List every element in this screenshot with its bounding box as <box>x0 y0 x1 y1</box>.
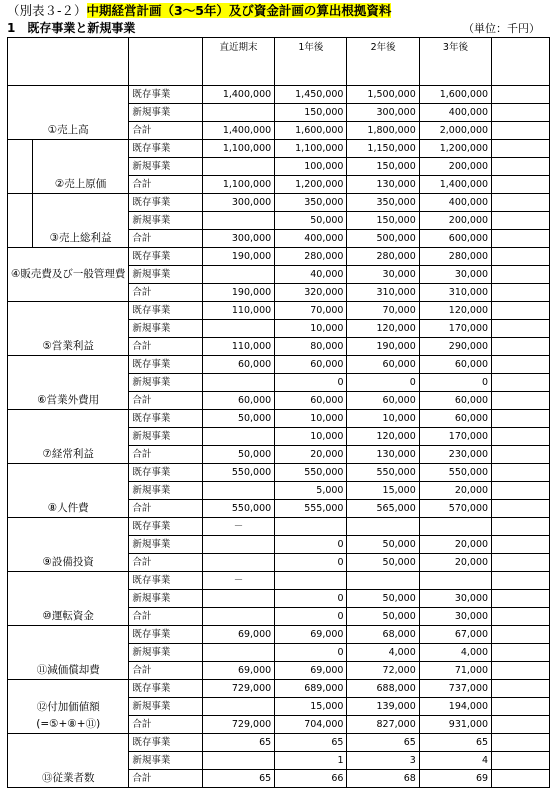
row-type-label: 合計 <box>129 284 202 302</box>
value-cell: 0 <box>275 554 347 572</box>
row-type-label: 既存事業 <box>129 680 202 698</box>
header-col-3: 3年後 <box>419 38 491 86</box>
value-cell: 310,000 <box>419 284 491 302</box>
value-cell: 70,000 <box>275 302 347 320</box>
value-cell: 194,000 <box>419 698 491 716</box>
value-cell: 400,000 <box>419 194 491 212</box>
row-type-label: 新規事業 <box>129 536 202 554</box>
table-row <box>8 518 550 536</box>
unit-label: （単位：千円） <box>463 22 540 35</box>
category-label: ①売上高 <box>8 86 129 140</box>
row-type-label: 合計 <box>129 230 202 248</box>
value-cell: 555,000 <box>275 500 347 518</box>
header-col-1: 1年後 <box>275 38 347 86</box>
value-cell: 69 <box>419 770 491 788</box>
empty-cell <box>492 500 550 518</box>
value-cell: 0 <box>275 374 347 392</box>
empty-cell <box>492 482 550 500</box>
value-cell: 130,000 <box>347 446 419 464</box>
table-row <box>8 626 550 644</box>
value-cell: 60,000 <box>202 392 274 410</box>
value-cell: 120,000 <box>347 428 419 446</box>
value-cell: 10,000 <box>275 410 347 428</box>
indent-cell <box>8 194 33 248</box>
table-row <box>8 572 550 590</box>
value-cell: 350,000 <box>347 194 419 212</box>
value-cell: 60,000 <box>347 392 419 410</box>
value-cell: 931,000 <box>419 716 491 734</box>
value-cell: 15,000 <box>347 482 419 500</box>
category-label-line: ⑫付加価値額 <box>36 701 100 713</box>
category-label: ⑥営業外費用 <box>8 356 129 410</box>
value-cell: 565,000 <box>347 500 419 518</box>
value-cell: 1,200,000 <box>419 140 491 158</box>
category-label: ⑤営業利益 <box>8 302 129 356</box>
empty-cell <box>492 608 550 626</box>
value-cell: 72,000 <box>347 662 419 680</box>
row-type-label: 新規事業 <box>129 590 202 608</box>
empty-cell <box>492 698 550 716</box>
value-cell: 120,000 <box>419 302 491 320</box>
value-cell: 65 <box>275 734 347 752</box>
row-type-label: 新規事業 <box>129 320 202 338</box>
value-cell: 689,000 <box>275 680 347 698</box>
value-cell: 2,000,000 <box>419 122 491 140</box>
row-type-label: 既存事業 <box>129 140 202 158</box>
value-cell: 170,000 <box>419 320 491 338</box>
value-cell: 1,100,000 <box>275 140 347 158</box>
row-type-label: 合計 <box>129 716 202 734</box>
value-cell: 3 <box>347 752 419 770</box>
section-heading-row <box>7 20 540 37</box>
value-cell <box>202 104 274 122</box>
row-type-label: 既存事業 <box>129 572 202 590</box>
row-type-label: 新規事業 <box>129 698 202 716</box>
row-type-label: 新規事業 <box>129 266 202 284</box>
empty-cell <box>492 572 550 590</box>
value-cell: 50,000 <box>275 212 347 230</box>
value-cell: 70,000 <box>347 302 419 320</box>
empty-cell <box>492 176 550 194</box>
value-cell <box>347 572 419 590</box>
value-cell: 300,000 <box>202 194 274 212</box>
value-cell: 65 <box>202 734 274 752</box>
category-label: ⑪減価償却費 <box>8 626 129 680</box>
value-cell: 737,000 <box>419 680 491 698</box>
header-col-0: 直近期末 <box>202 38 274 86</box>
value-cell: 20,000 <box>419 536 491 554</box>
value-cell: 688,000 <box>347 680 419 698</box>
empty-cell <box>492 104 550 122</box>
row-type-label: 既存事業 <box>129 194 202 212</box>
row-type-label: 新規事業 <box>129 644 202 662</box>
empty-cell <box>492 284 550 302</box>
value-cell: 0 <box>275 644 347 662</box>
value-cell: 190,000 <box>202 248 274 266</box>
empty-cell <box>492 212 550 230</box>
empty-cell <box>492 410 550 428</box>
value-cell: 60,000 <box>347 356 419 374</box>
value-cell: 68 <box>347 770 419 788</box>
value-cell: 50,000 <box>202 446 274 464</box>
row-type-label: 既存事業 <box>129 518 202 536</box>
category-label: ⑬従業者数 <box>8 734 129 788</box>
empty-cell <box>492 554 550 572</box>
table-row <box>8 302 550 320</box>
value-cell: 20,000 <box>419 554 491 572</box>
table-row <box>8 410 550 428</box>
category-label: ⑩運転資金 <box>8 572 129 626</box>
value-cell: 60,000 <box>419 392 491 410</box>
empty-cell <box>492 302 550 320</box>
value-cell: 0 <box>347 374 419 392</box>
value-cell: 1,200,000 <box>275 176 347 194</box>
value-cell <box>202 266 274 284</box>
value-cell: 130,000 <box>347 176 419 194</box>
value-cell: 68,000 <box>347 626 419 644</box>
value-cell: 729,000 <box>202 716 274 734</box>
category-label: ⑧人件費 <box>8 464 129 518</box>
value-cell: 66 <box>275 770 347 788</box>
row-type-label: 新規事業 <box>129 752 202 770</box>
row-type-label: 合計 <box>129 662 202 680</box>
category-label: ⑨設備投資 <box>8 518 129 572</box>
value-cell: 71,000 <box>419 662 491 680</box>
empty-cell <box>492 518 550 536</box>
row-type-label: 既存事業 <box>129 626 202 644</box>
value-cell: 150,000 <box>347 212 419 230</box>
value-cell: 729,000 <box>202 680 274 698</box>
value-cell: 120,000 <box>347 320 419 338</box>
value-cell <box>202 752 274 770</box>
empty-cell <box>492 374 550 392</box>
empty-cell <box>492 248 550 266</box>
table-row <box>8 680 550 698</box>
value-cell: 550,000 <box>419 464 491 482</box>
value-cell: 1,800,000 <box>347 122 419 140</box>
value-cell: 1 <box>275 752 347 770</box>
value-cell: 350,000 <box>275 194 347 212</box>
value-cell <box>202 554 274 572</box>
value-cell: 1,450,000 <box>275 86 347 104</box>
value-cell <box>347 518 419 536</box>
row-type-label: 新規事業 <box>129 428 202 446</box>
category-label: ⑦経常利益 <box>8 410 129 464</box>
value-cell <box>275 518 347 536</box>
value-cell <box>202 608 274 626</box>
empty-cell <box>492 320 550 338</box>
value-cell: 4 <box>419 752 491 770</box>
value-cell: 40,000 <box>275 266 347 284</box>
value-cell <box>202 158 274 176</box>
value-cell: 400,000 <box>419 104 491 122</box>
empty-cell <box>492 716 550 734</box>
value-cell: 69,000 <box>275 626 347 644</box>
value-cell: 30,000 <box>419 608 491 626</box>
table-row <box>8 356 550 374</box>
value-cell: 280,000 <box>275 248 347 266</box>
value-cell: 550,000 <box>202 500 274 518</box>
value-cell: 5,000 <box>275 482 347 500</box>
header-blank-type <box>129 38 202 86</box>
value-cell: 69,000 <box>275 662 347 680</box>
value-cell: 570,000 <box>419 500 491 518</box>
section-heading: 1 既存事業と新規事業 <box>7 21 136 35</box>
row-type-label: 新規事業 <box>129 482 202 500</box>
empty-cell <box>492 428 550 446</box>
row-type-label: 合計 <box>129 338 202 356</box>
value-cell: 4,000 <box>419 644 491 662</box>
value-cell: 67,000 <box>419 626 491 644</box>
table-row <box>8 86 550 104</box>
value-cell: 65 <box>419 734 491 752</box>
value-cell: 80,000 <box>275 338 347 356</box>
value-cell <box>202 698 274 716</box>
table-row <box>8 734 550 752</box>
row-type-label: 既存事業 <box>129 410 202 428</box>
row-type-label: 合計 <box>129 770 202 788</box>
value-cell: 20,000 <box>275 446 347 464</box>
row-type-label: 合計 <box>129 392 202 410</box>
row-type-label: 既存事業 <box>129 86 202 104</box>
value-cell: 300,000 <box>347 104 419 122</box>
value-cell: 60,000 <box>202 356 274 374</box>
value-cell <box>202 374 274 392</box>
table-row <box>8 248 550 266</box>
value-cell: 150,000 <box>275 104 347 122</box>
value-cell: 65 <box>202 770 274 788</box>
value-cell: 400,000 <box>275 230 347 248</box>
header-row <box>8 38 550 86</box>
value-cell: 15,000 <box>275 698 347 716</box>
empty-cell <box>492 266 550 284</box>
value-cell: 50,000 <box>347 608 419 626</box>
value-cell: 190,000 <box>202 284 274 302</box>
empty-cell <box>492 338 550 356</box>
category-label <box>8 680 129 734</box>
value-cell: 230,000 <box>419 446 491 464</box>
value-cell: 704,000 <box>275 716 347 734</box>
value-cell: 0 <box>275 536 347 554</box>
row-type-label: 合計 <box>129 500 202 518</box>
value-cell: 69,000 <box>202 626 274 644</box>
header-blank-extra <box>492 38 550 86</box>
value-cell: 60,000 <box>275 356 347 374</box>
empty-cell <box>492 734 550 752</box>
value-cell: 280,000 <box>419 248 491 266</box>
value-cell: 320,000 <box>275 284 347 302</box>
empty-cell <box>492 122 550 140</box>
value-cell: 110,000 <box>202 302 274 320</box>
empty-cell <box>492 464 550 482</box>
empty-cell <box>492 680 550 698</box>
plan-table <box>7 37 550 788</box>
value-cell: 827,000 <box>347 716 419 734</box>
value-cell: 60,000 <box>419 356 491 374</box>
value-cell: 110,000 <box>202 338 274 356</box>
value-cell: 290,000 <box>419 338 491 356</box>
value-cell: 170,000 <box>419 428 491 446</box>
value-cell: 300,000 <box>202 230 274 248</box>
value-cell: 1,400,000 <box>202 86 274 104</box>
row-type-label: 既存事業 <box>129 464 202 482</box>
empty-cell <box>492 140 550 158</box>
empty-cell <box>492 230 550 248</box>
value-cell: 65 <box>347 734 419 752</box>
empty-cell <box>492 86 550 104</box>
value-cell: 1,500,000 <box>347 86 419 104</box>
row-type-label: 合計 <box>129 446 202 464</box>
value-cell: 30,000 <box>419 590 491 608</box>
value-cell: 1,600,000 <box>419 86 491 104</box>
empty-cell <box>492 752 550 770</box>
value-cell: 10,000 <box>275 320 347 338</box>
value-cell: 50,000 <box>347 590 419 608</box>
empty-cell <box>492 392 550 410</box>
empty-cell <box>492 626 550 644</box>
category-label: ②売上原価 <box>32 140 129 194</box>
value-cell: 550,000 <box>202 464 274 482</box>
value-cell <box>202 536 274 554</box>
row-type-label: 新規事業 <box>129 158 202 176</box>
header-blank-left <box>8 38 129 86</box>
value-cell: 30,000 <box>347 266 419 284</box>
empty-cell <box>492 158 550 176</box>
title-prefix: （別表３-２） <box>7 3 87 18</box>
empty-cell <box>492 536 550 554</box>
table-row <box>8 464 550 482</box>
value-cell: 30,000 <box>419 266 491 284</box>
value-cell <box>202 590 274 608</box>
value-cell: 1,100,000 <box>202 176 274 194</box>
row-type-label: 合計 <box>129 122 202 140</box>
empty-cell <box>492 590 550 608</box>
value-cell: 1,600,000 <box>275 122 347 140</box>
indent-cell <box>8 140 33 194</box>
empty-cell <box>492 194 550 212</box>
value-cell <box>419 572 491 590</box>
value-cell: 10,000 <box>347 410 419 428</box>
value-cell <box>202 428 274 446</box>
value-cell: － <box>202 572 274 590</box>
row-type-label: 新規事業 <box>129 212 202 230</box>
value-cell: 550,000 <box>275 464 347 482</box>
row-type-label: 新規事業 <box>129 104 202 122</box>
row-type-label: 既存事業 <box>129 734 202 752</box>
row-type-label: 既存事業 <box>129 356 202 374</box>
value-cell: 50,000 <box>347 536 419 554</box>
value-cell: 100,000 <box>275 158 347 176</box>
row-type-label: 新規事業 <box>129 374 202 392</box>
value-cell: 200,000 <box>419 212 491 230</box>
value-cell: 190,000 <box>347 338 419 356</box>
value-cell: 50,000 <box>347 554 419 572</box>
value-cell <box>202 212 274 230</box>
value-cell: 4,000 <box>347 644 419 662</box>
row-type-label: 合計 <box>129 176 202 194</box>
value-cell: 69,000 <box>202 662 274 680</box>
value-cell: 200,000 <box>419 158 491 176</box>
value-cell <box>275 572 347 590</box>
row-type-label: 既存事業 <box>129 248 202 266</box>
category-label: ③売上総利益 <box>32 194 129 248</box>
table-row <box>8 140 550 158</box>
value-cell: 20,000 <box>419 482 491 500</box>
value-cell: 310,000 <box>347 284 419 302</box>
value-cell: 60,000 <box>275 392 347 410</box>
empty-cell <box>492 356 550 374</box>
value-cell: 600,000 <box>419 230 491 248</box>
table-row <box>8 194 550 212</box>
empty-cell <box>492 662 550 680</box>
value-cell: 1,100,000 <box>202 140 274 158</box>
value-cell: 150,000 <box>347 158 419 176</box>
value-cell: 139,000 <box>347 698 419 716</box>
header-col-2: 2年後 <box>347 38 419 86</box>
value-cell <box>202 320 274 338</box>
value-cell: 280,000 <box>347 248 419 266</box>
empty-cell <box>492 770 550 788</box>
value-cell <box>202 482 274 500</box>
value-cell: 10,000 <box>275 428 347 446</box>
value-cell: 0 <box>275 608 347 626</box>
value-cell <box>202 644 274 662</box>
value-cell: 1,150,000 <box>347 140 419 158</box>
document-title <box>7 2 391 20</box>
value-cell <box>419 518 491 536</box>
value-cell: 500,000 <box>347 230 419 248</box>
category-label: ④販売費及び一般管理費 <box>8 248 129 302</box>
value-cell: 0 <box>419 374 491 392</box>
empty-cell <box>492 446 550 464</box>
empty-cell <box>492 644 550 662</box>
value-cell: 50,000 <box>202 410 274 428</box>
value-cell: 60,000 <box>419 410 491 428</box>
row-type-label: 既存事業 <box>129 302 202 320</box>
value-cell: 1,400,000 <box>419 176 491 194</box>
value-cell: － <box>202 518 274 536</box>
value-cell: 550,000 <box>347 464 419 482</box>
row-type-label: 合計 <box>129 608 202 626</box>
value-cell: 0 <box>275 590 347 608</box>
title-highlight: 中期経営計画（3～5年）及び資金計画の算出根拠資料 <box>86 3 392 18</box>
row-type-label: 合計 <box>129 554 202 572</box>
value-cell: 1,400,000 <box>202 122 274 140</box>
category-label-line: (=⑤+⑧+⑪) <box>36 718 101 730</box>
